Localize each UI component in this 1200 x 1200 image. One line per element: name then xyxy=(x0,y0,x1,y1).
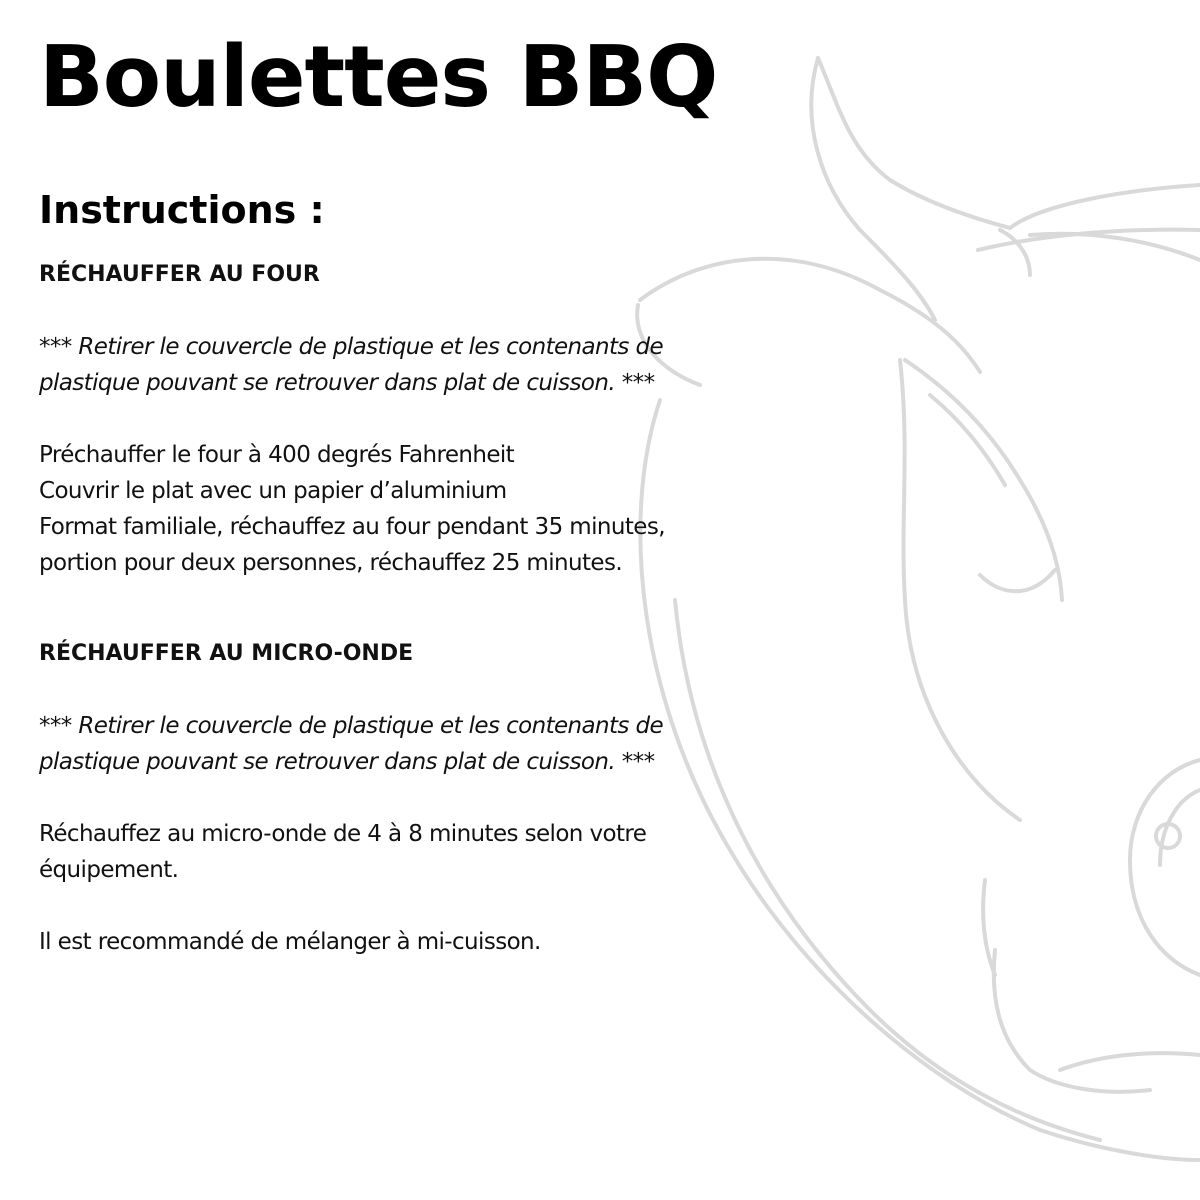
microwave-warning-line-2: plastique pouvant se retrouver dans plat de cuisson. *** xyxy=(39,749,655,775)
oven-step-two-person: portion pour deux personnes, réchauffez 25 minutes. xyxy=(39,550,623,576)
oven-warning-line-2: plastique pouvant se retrouver dans plat de cuisson. *** xyxy=(39,370,655,396)
oven-warning-line-1: *** Retirer le couvercle de plastique et les contenants de xyxy=(39,334,664,360)
microwave-note-stir: Il est recommandé de mélanger à mi-cuisson. xyxy=(39,929,541,955)
microwave-warning-line-1: *** Retirer le couvercle de plastique et les contenants de xyxy=(39,713,664,739)
microwave-section-heading: RÉCHAUFFER AU MICRO-ONDE xyxy=(39,641,414,666)
instructions-subtitle: Instructions : xyxy=(39,188,325,232)
oven-step-cover: Couvrir le plat avec un papier d’aluminium xyxy=(39,478,507,504)
microwave-step-time: Réchauffez au micro-onde de 4 à 8 minutes selon votre xyxy=(39,821,647,847)
oven-step-family-format: Format familiale, réchauffez au four pendant 35 minutes, xyxy=(39,514,665,540)
microwave-step-equipment: équipement. xyxy=(39,857,179,883)
oven-step-preheat: Préchauffer le four à 400 degrés Fahrenheit xyxy=(39,442,515,468)
oven-section-heading: RÉCHAUFFER AU FOUR xyxy=(39,262,320,287)
page-title: Boulettes BBQ xyxy=(39,28,718,127)
